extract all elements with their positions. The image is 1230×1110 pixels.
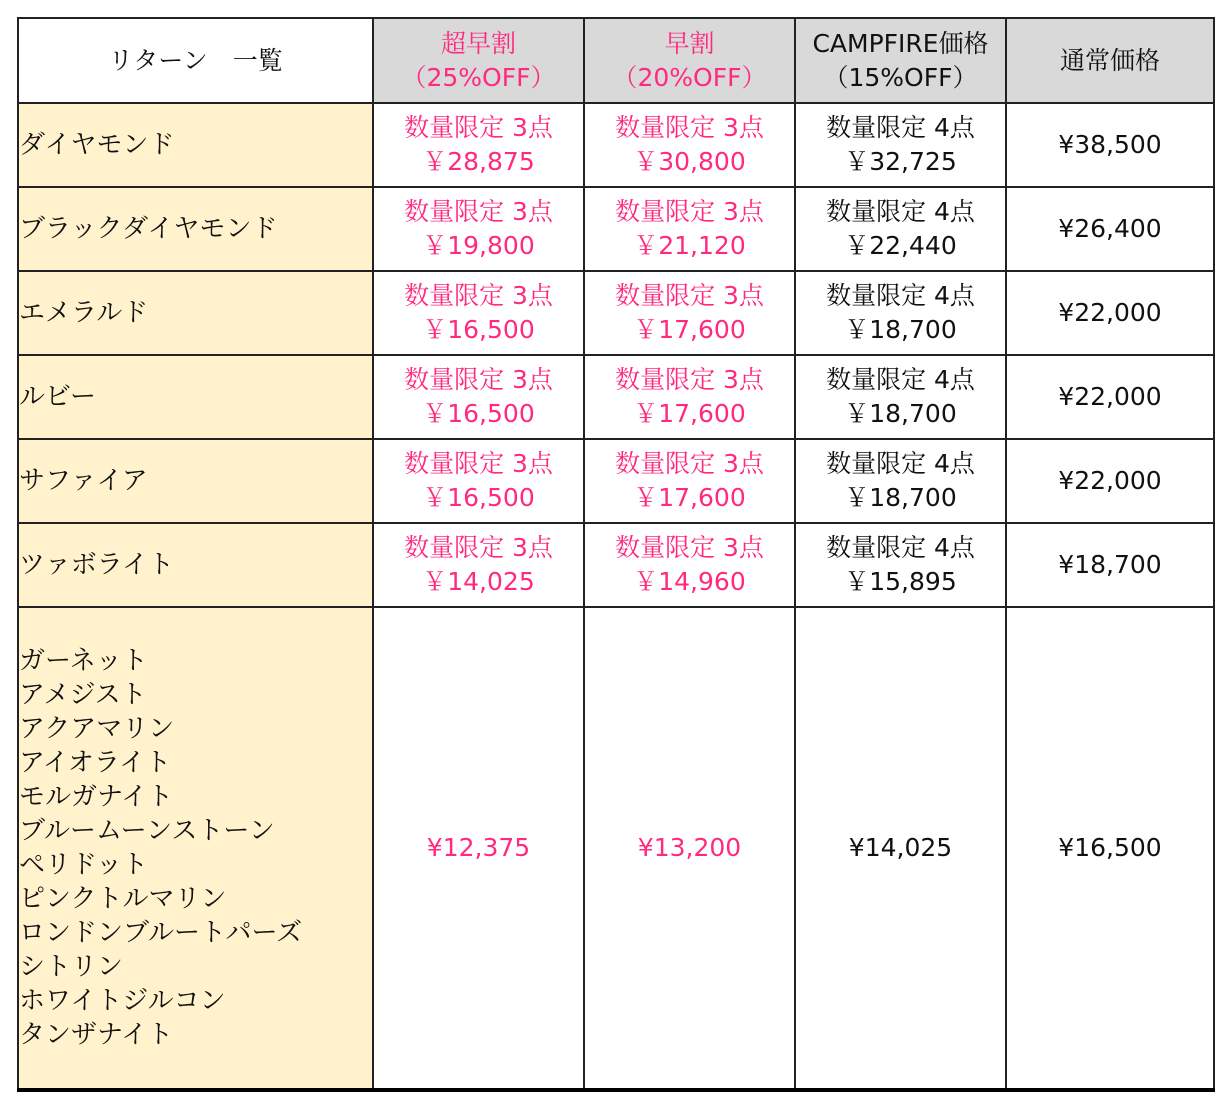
tier-campfire-header	[795, 18, 1006, 103]
early-price-cell	[584, 355, 795, 439]
super-early-price-cell: ¥12,375	[373, 607, 584, 1090]
quantity-limit: 数量限定 3点	[404, 449, 553, 478]
table-row	[18, 523, 1214, 607]
super-early-price-cell	[373, 355, 584, 439]
gem-name: ペリドット	[19, 850, 148, 880]
quantity-limit: 数量限定 4点	[826, 449, 975, 478]
super-early-price-cell	[373, 187, 584, 271]
price: ￥32,725	[844, 147, 957, 176]
gem-name: アクアマリン	[19, 714, 175, 744]
price: ￥18,700	[844, 315, 957, 344]
gem-name: ルビー	[18, 355, 373, 439]
header-row	[18, 18, 1214, 103]
campfire-price-cell	[795, 103, 1006, 187]
tier-discount: （15%OFF）	[823, 62, 978, 92]
gem-name: サファイア	[18, 439, 373, 523]
campfire-price-cell	[795, 523, 1006, 607]
gem-name: エメラルド	[18, 271, 373, 355]
quantity-limit: 数量限定 3点	[615, 113, 764, 142]
quantity-limit: 数量限定 3点	[615, 533, 764, 562]
tier-discount: （25%OFF）	[401, 62, 556, 92]
price: ￥28,875	[422, 147, 535, 176]
returns-table	[17, 17, 1215, 1092]
early-price-cell	[584, 523, 795, 607]
regular-price-cell: ¥22,000	[1006, 355, 1214, 439]
quantity-limit: 数量限定 3点	[615, 281, 764, 310]
price: ￥16,500	[422, 315, 535, 344]
quantity-limit: 数量限定 3点	[404, 197, 553, 226]
gem-name: ホワイトジルコン	[19, 986, 226, 1016]
early-price-cell	[584, 187, 795, 271]
early-price-cell: ¥13,200	[584, 607, 795, 1090]
price: ￥18,700	[844, 399, 957, 428]
tier-early-header	[584, 18, 795, 103]
quantity-limit: 数量限定 3点	[615, 449, 764, 478]
gem-name: アメジスト	[19, 680, 147, 710]
super-early-price-cell	[373, 439, 584, 523]
gem-name: アイオライト	[19, 748, 172, 778]
gem-name: モルガナイト	[19, 782, 174, 812]
quantity-limit: 数量限定 4点	[826, 365, 975, 394]
early-price-cell	[584, 103, 795, 187]
quantity-limit: 数量限定 4点	[826, 197, 975, 226]
table-row	[18, 439, 1214, 523]
gem-name: ピンクトルマリン	[19, 884, 227, 914]
gem-name-list	[18, 607, 373, 1090]
regular-price-cell: ¥18,700	[1006, 523, 1214, 607]
tier-super-early-header	[373, 18, 584, 103]
regular-price-cell: ¥38,500	[1006, 103, 1214, 187]
tier-discount: （20%OFF）	[612, 62, 767, 92]
super-early-price-cell	[373, 103, 584, 187]
price: ￥17,600	[633, 483, 746, 512]
super-early-price-cell	[373, 523, 584, 607]
gem-name: シトリン	[19, 952, 124, 982]
price: ￥16,500	[422, 399, 535, 428]
quantity-limit: 数量限定 3点	[404, 365, 553, 394]
table-row-group	[18, 607, 1214, 1090]
early-price-cell	[584, 439, 795, 523]
gem-name: ダイヤモンド	[18, 103, 373, 187]
quantity-limit: 数量限定 3点	[404, 533, 553, 562]
price: ￥14,960	[633, 567, 746, 596]
price: ￥16,500	[422, 483, 535, 512]
early-price-cell	[584, 271, 795, 355]
table-title: リターン 一覧	[18, 18, 373, 103]
gem-name: ブラックダイヤモンド	[18, 187, 373, 271]
quantity-limit: 数量限定 3点	[404, 281, 553, 310]
price: ￥17,600	[633, 399, 746, 428]
price: ￥14,025	[422, 567, 535, 596]
gem-name: ガーネット	[19, 646, 148, 676]
regular-price-cell: ¥16,500	[1006, 607, 1214, 1090]
tier-name: 超早割	[440, 28, 516, 58]
regular-price-cell: ¥26,400	[1006, 187, 1214, 271]
price: ￥18,700	[844, 483, 957, 512]
gem-name: タンザナイト	[19, 1020, 174, 1050]
gem-name: ツァボライト	[18, 523, 373, 607]
campfire-price-cell	[795, 187, 1006, 271]
price: ￥17,600	[633, 315, 746, 344]
campfire-price-cell	[795, 439, 1006, 523]
quantity-limit: 数量限定 4点	[826, 533, 975, 562]
campfire-price-cell	[795, 355, 1006, 439]
quantity-limit: 数量限定 4点	[826, 281, 975, 310]
table-row	[18, 271, 1214, 355]
quantity-limit: 数量限定 4点	[826, 113, 975, 142]
super-early-price-cell	[373, 271, 584, 355]
price: ￥30,800	[633, 147, 746, 176]
tier-regular-header	[1006, 18, 1214, 103]
tier-name: 通常価格	[1059, 45, 1160, 75]
price: ￥21,120	[633, 231, 746, 260]
price: ￥15,895	[844, 567, 957, 596]
quantity-limit: 数量限定 3点	[615, 197, 764, 226]
campfire-price-cell	[795, 271, 1006, 355]
gem-name: ブルームーンストーン	[19, 816, 275, 846]
campfire-price-cell: ¥14,025	[795, 607, 1006, 1090]
regular-price-cell: ¥22,000	[1006, 271, 1214, 355]
table-row	[18, 355, 1214, 439]
quantity-limit: 数量限定 3点	[404, 113, 553, 142]
price: ￥22,440	[844, 231, 957, 260]
price: ￥19,800	[422, 231, 535, 260]
tier-name: 早割	[664, 28, 715, 58]
table-row	[18, 103, 1214, 187]
gem-name: ロンドンブルートパーズ	[19, 918, 303, 948]
tier-name: CAMPFIRE価格	[812, 28, 989, 58]
table-row	[18, 187, 1214, 271]
quantity-limit: 数量限定 3点	[615, 365, 764, 394]
regular-price-cell: ¥22,000	[1006, 439, 1214, 523]
